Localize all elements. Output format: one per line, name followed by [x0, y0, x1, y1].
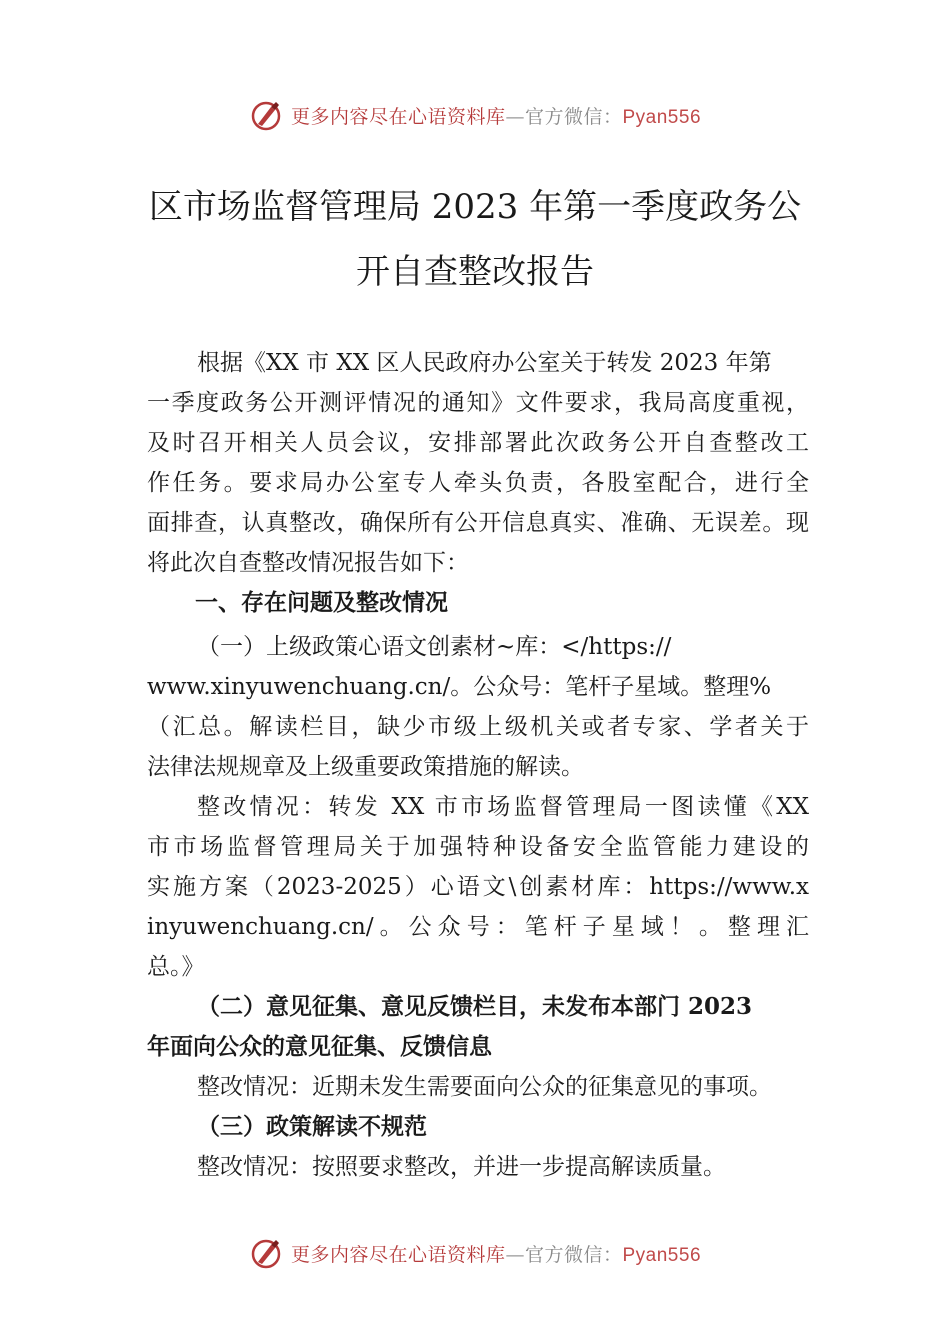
paragraph-intro-line: 将此次自查整改情况报告如下：	[147, 550, 469, 576]
watermark-wechat-label: 官方微信：	[524, 1243, 623, 1266]
paragraph-intro-line: 根据《XX 市 XX 区人民政府办公室关于转发 2023 年第	[197, 350, 772, 376]
rectification-1-line: 总。》	[147, 954, 205, 980]
watermark-wechat-id: Pyan556	[622, 1244, 702, 1266]
watermark-site: 更多内容尽在心语资料库	[290, 1243, 506, 1266]
rectification-1-line: inyuwenchuang.cn/。公众号：笔杆子星域！。整理汇	[147, 914, 809, 940]
subsection-1-line: 法律法规规章及上级重要政策措施的解读。	[147, 754, 584, 780]
rectification-3-line: 整改情况：按照要求整改，并进一步提高解读质量。	[197, 1154, 726, 1180]
subsection-1-line: （汇总。解读栏目，缺少市级上级机关或者专家、学者关于	[147, 714, 809, 740]
document-title-line-1: 区市场监督管理局 2023 年第一季度政务公	[148, 187, 802, 227]
pen-nib-logo-icon	[249, 1236, 283, 1270]
subsection-1-line: www.xinyuwenchuang.cn/。公众号：笔杆子星域。整理%	[147, 674, 772, 700]
subsection-3-line: （三）政策解读不规范	[197, 1113, 427, 1140]
watermark-footer	[0, 1233, 950, 1273]
watermark-text	[291, 1240, 701, 1267]
watermark-wechat-id: Pyan556	[622, 106, 702, 128]
subsection-2-line: （二）意见征集、意见反馈栏目，未发布本部门 2023	[197, 993, 753, 1020]
section-heading-1: 一、存在问题及整改情况	[195, 590, 448, 616]
paragraph-intro-line: 及时召开相关人员会议，安排部署此次政务公开自查整改工	[147, 430, 809, 456]
document-title-line-2: 开自查整改报告	[356, 252, 594, 292]
watermark-site: 更多内容尽在心语资料库	[290, 105, 506, 128]
rectification-1-line: 市市场监督管理局关于加强特种设备安全监管能力建设的	[147, 834, 809, 860]
paragraph-intro-line: 一季度政务公开测评情况的通知》文件要求，我局高度重视，	[147, 390, 809, 416]
watermark-header	[0, 95, 950, 135]
watermark-separator: —	[505, 105, 525, 128]
watermark-separator: —	[505, 1243, 525, 1266]
rectification-2-line: 整改情况：近期未发生需要面向公众的征集意见的事项。	[197, 1074, 772, 1100]
rectification-1-line: 实施方案（2023-2025）心语文\创素材库：https://www.x	[147, 874, 809, 900]
subsection-1-line: （一）上级政策心语文创素材~库：</https://	[197, 634, 672, 660]
watermark-wechat-label: 官方微信：	[524, 105, 623, 128]
paragraph-intro-line: 作任务。要求局办公室专人牵头负责，各股室配合，进行全	[147, 470, 809, 496]
subsection-2-line: 年面向公众的意见征集、反馈信息	[147, 1033, 492, 1060]
rectification-1-line: 整改情况：转发 XX 市市场监督管理局一图读懂《XX	[197, 794, 809, 820]
pen-nib-logo-icon	[249, 98, 283, 132]
watermark-text	[291, 102, 701, 129]
paragraph-intro-line: 面排查，认真整改，确保所有公开信息真实、准确、无误差。现	[147, 510, 809, 536]
